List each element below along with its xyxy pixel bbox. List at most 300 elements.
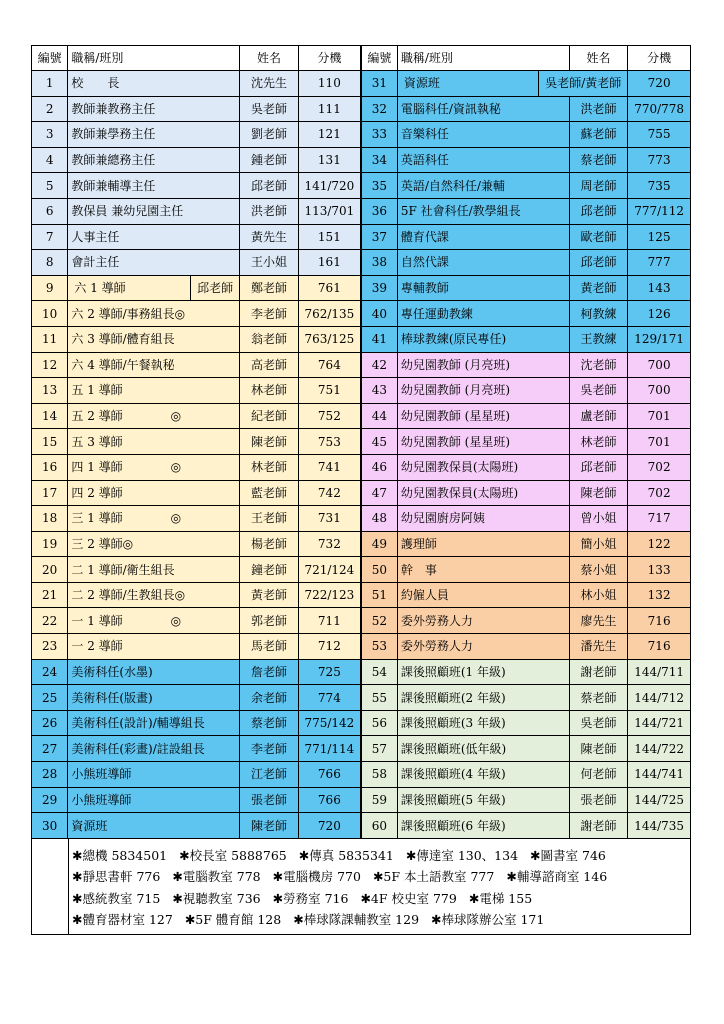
table-row [32, 429, 691, 455]
entry-name: 翁老師 [240, 326, 299, 352]
entry-name: 廖先生 [569, 608, 628, 634]
room-extension-item: ✱總機 5834501 [72, 847, 168, 863]
entry-title: 教師兼教務主任 [68, 96, 240, 122]
entry-name: 江老師 [240, 762, 299, 788]
entry-number: 21 [32, 582, 68, 608]
entry-number: 25 [32, 685, 68, 711]
table-row [32, 173, 691, 199]
entry-number: 5 [32, 173, 68, 199]
entry-title: 六 3 導師/體育組長 [68, 326, 240, 352]
entry-extension: 144/741 [628, 762, 691, 788]
header-ext: 分機 [628, 46, 691, 71]
entry-extension: 144/725 [628, 787, 691, 813]
table-row [32, 608, 691, 634]
entry-extension: 766 [298, 762, 361, 788]
entry-number: 55 [361, 685, 397, 711]
entry-extension: 144/711 [628, 659, 691, 685]
entry-name: 沈老師 [569, 352, 628, 378]
entry-number: 22 [32, 608, 68, 634]
table-row [32, 250, 691, 276]
entry-title: 幼兒園教師 (月亮班) [397, 378, 569, 404]
header-ext: 分機 [298, 46, 361, 71]
entry-number: 2 [32, 96, 68, 122]
entry-name: 陳老師 [569, 480, 628, 506]
entry-number: 41 [361, 326, 397, 352]
entry-extension: 761 [298, 275, 361, 301]
entry-name: 李老師 [240, 301, 299, 327]
entry-title: 幹 事 [397, 557, 569, 583]
entry-name: 周老師 [569, 173, 628, 199]
room-extension-item: ✱5F 本土語教室 777 [372, 869, 495, 885]
entry-title: 幼兒園教師 (星星班) [397, 403, 569, 429]
entry-extension: 720 [298, 813, 361, 839]
entry-number: 12 [32, 352, 68, 378]
entry-title: 約僱人員 [397, 582, 569, 608]
entry-name: 曾小姐 [569, 506, 628, 532]
entry-number: 46 [361, 454, 397, 480]
entry-extension: 716 [628, 608, 691, 634]
entry-name: 王老師 [240, 506, 299, 532]
entry-extension: 742 [298, 480, 361, 506]
entry-name: 張老師 [240, 787, 299, 813]
entry-title: 委外勞務人力 [397, 634, 569, 660]
entry-title [68, 275, 240, 301]
entry-name: 邱老師 [569, 250, 628, 276]
entry-title: 人事主任 [68, 224, 240, 250]
entry-title: 幼兒園教保員(太陽班) [397, 480, 569, 506]
entry-title: 三 2 導師◎ [68, 531, 240, 557]
entry-number: 38 [361, 250, 397, 276]
header-no: 編號 [361, 46, 397, 71]
entry-extension: 126 [628, 301, 691, 327]
entry-number: 8 [32, 250, 68, 276]
entry-name: 蔡老師 [569, 685, 628, 711]
footer-lines [72, 845, 686, 931]
room-extension-item: ✱棒球隊辦公室 171 [431, 912, 545, 928]
entry-title: 教師兼學務主任 [68, 122, 240, 148]
room-extension-footer [31, 839, 691, 935]
entry-number: 27 [32, 736, 68, 762]
entry-extension: 762/135 [298, 301, 361, 327]
entry-name: 歐老師 [569, 224, 628, 250]
table-row [32, 224, 691, 250]
entry-title: 幼兒園教保員(太陽班) [397, 454, 569, 480]
room-extension-item: ✱4F 校史室 779 [360, 890, 457, 906]
entry-title: 專輔教師 [397, 275, 569, 301]
entry-extension: 122 [628, 531, 691, 557]
extension-directory [31, 45, 691, 935]
entry-number: 16 [32, 454, 68, 480]
room-extension-item: ✱電腦教室 778 [172, 869, 261, 885]
table-row [32, 275, 691, 301]
entry-number: 26 [32, 710, 68, 736]
entry-title: 會計主任 [68, 250, 240, 276]
entry-number: 9 [32, 275, 68, 301]
entry-name: 高老師 [240, 352, 299, 378]
entry-name: 盧老師 [569, 403, 628, 429]
entry-title: 音樂科任 [397, 122, 569, 148]
entry-title: 校 長 [68, 71, 240, 97]
entry-extension: 766 [298, 787, 361, 813]
entry-title: 美術科任(設計)/輔導組長 [68, 710, 240, 736]
entry-title: 幼兒園教師 (星星班) [397, 429, 569, 455]
entry-title: 五 2 導師 ◎ [68, 403, 240, 429]
entry-extension: 712 [298, 634, 361, 660]
entry-title: 課後照顧班(2 年級) [397, 685, 569, 711]
entry-extension: 125 [628, 224, 691, 250]
entry-number: 44 [361, 403, 397, 429]
table-row [32, 634, 691, 660]
entry-name: 吳老師 [240, 96, 299, 122]
entry-number: 20 [32, 557, 68, 583]
entry-name: 柯教練 [569, 301, 628, 327]
entry-title: 一 2 導師 [68, 634, 240, 660]
entry-name: 黃老師 [240, 582, 299, 608]
table-row [32, 685, 691, 711]
entry-extension: 716 [628, 634, 691, 660]
entry-title: 課後照顧班(4 年級) [397, 762, 569, 788]
entry-title: 四 1 導師 ◎ [68, 454, 240, 480]
room-extension-item: ✱輔導諮商室 146 [506, 869, 608, 885]
entry-extension: 702 [628, 480, 691, 506]
entry-extension: 735 [628, 173, 691, 199]
entry-name: 簡小姐 [569, 531, 628, 557]
footer-line [72, 845, 686, 867]
entry-name: 馬老師 [240, 634, 299, 660]
entry-title: 一 1 導師 ◎ [68, 608, 240, 634]
entry-name: 王小姐 [240, 250, 299, 276]
header-title: 職稱/班別 [68, 46, 240, 71]
entry-name: 陳老師 [240, 813, 299, 839]
entry-extension: 144/722 [628, 736, 691, 762]
entry-number: 43 [361, 378, 397, 404]
table-row [32, 710, 691, 736]
table-row [32, 557, 691, 583]
entry-name: 林老師 [240, 378, 299, 404]
entry-title: 六 4 導師/午餐執秘 [68, 352, 240, 378]
entry-extension: 121 [298, 122, 361, 148]
entry-name: 邱老師 [569, 454, 628, 480]
header-row [32, 46, 691, 71]
entry-title: 二 2 導師/生教組長◎ [68, 582, 240, 608]
entry-name: 楊老師 [240, 531, 299, 557]
entry-title: 二 1 導師/衛生組長 [68, 557, 240, 583]
entry-extension: 774 [298, 685, 361, 711]
table-row [32, 787, 691, 813]
entry-extension: 722/123 [298, 582, 361, 608]
entry-title: 自然代課 [397, 250, 569, 276]
entry-number: 39 [361, 275, 397, 301]
entry-extension: 151 [298, 224, 361, 250]
entry-number: 17 [32, 480, 68, 506]
entry-number: 48 [361, 506, 397, 532]
entry-number: 49 [361, 531, 397, 557]
entry-number: 1 [32, 71, 68, 97]
entry-extension: 700 [628, 352, 691, 378]
directory-table [31, 45, 691, 839]
table-row [32, 378, 691, 404]
entry-extension: 700 [628, 378, 691, 404]
entry-extension: 701 [628, 403, 691, 429]
entry-number: 33 [361, 122, 397, 148]
entry-number: 42 [361, 352, 397, 378]
entry-title: 小熊班導師 [68, 787, 240, 813]
entry-extension: 753 [298, 429, 361, 455]
entry-extension: 143 [628, 275, 691, 301]
entry-number: 19 [32, 531, 68, 557]
table-row [32, 352, 691, 378]
footer-line [72, 866, 686, 888]
entry-number: 35 [361, 173, 397, 199]
entry-name: 鐘老師 [240, 557, 299, 583]
entry-extension: 755 [628, 122, 691, 148]
entry-extension: 770/778 [628, 96, 691, 122]
entry-name: 沈先生 [240, 71, 299, 97]
room-extension-item: ✱電腦機房 770 [272, 869, 361, 885]
entry-extension: 771/114 [298, 736, 361, 762]
entry-number: 47 [361, 480, 397, 506]
entry-title: 課後照顧班(1 年級) [397, 659, 569, 685]
table-row [32, 736, 691, 762]
entry-title: 棒球教練(原民專任) [397, 326, 569, 352]
entry-name: 詹老師 [240, 659, 299, 685]
entry-extension: 720 [628, 71, 691, 97]
entry-name: 邱老師 [569, 198, 628, 224]
entry-extension: 775/142 [298, 710, 361, 736]
entry-number: 51 [361, 582, 397, 608]
entry-name: 林老師 [240, 454, 299, 480]
header-name: 姓名 [240, 46, 299, 71]
entry-number: 29 [32, 787, 68, 813]
entry-number: 15 [32, 429, 68, 455]
entry-name: 洪老師 [569, 96, 628, 122]
entry-title: 六 2 導師/事務組長◎ [68, 301, 240, 327]
entry-extension: 764 [298, 352, 361, 378]
entry-name: 黃老師 [569, 275, 628, 301]
entry-title: 課後照顧班(6 年級) [397, 813, 569, 839]
entry-extension: 763/125 [298, 326, 361, 352]
entry-title: 委外勞務人力 [397, 608, 569, 634]
entry-title: 護理師 [397, 531, 569, 557]
entry-title: 課後照顧班(5 年級) [397, 787, 569, 813]
table-row [32, 454, 691, 480]
entry-title: 三 1 導師 ◎ [68, 506, 240, 532]
entry-extension: 141/720 [298, 173, 361, 199]
entry-extension: 721/124 [298, 557, 361, 583]
entry-number: 58 [361, 762, 397, 788]
header-name: 姓名 [569, 46, 628, 71]
entry-extension: 110 [298, 71, 361, 97]
entry-name: 鄭老師 [240, 275, 299, 301]
entry-name: 蔡老師 [240, 710, 299, 736]
entry-number: 60 [361, 813, 397, 839]
entry-title: 資源班 [68, 813, 240, 839]
entry-extension: 773 [628, 147, 691, 173]
entry-title: 教師兼總務主任 [68, 147, 240, 173]
entry-extension: 711 [298, 608, 361, 634]
footer-gutter [32, 839, 69, 934]
entry-number: 34 [361, 147, 397, 173]
entry-title: 五 1 導師 [68, 378, 240, 404]
entry-number: 57 [361, 736, 397, 762]
room-extension-item: ✱電梯 155 [468, 890, 533, 906]
table-row [32, 198, 691, 224]
entry-extension: 161 [298, 250, 361, 276]
entry-extension: 751 [298, 378, 361, 404]
entry-title: 專任運動教練 [397, 301, 569, 327]
entry-number: 37 [361, 224, 397, 250]
entry-name: 吳老師 [569, 378, 628, 404]
entry-title: 5F 社會科任/教學組長 [397, 198, 569, 224]
entry-title: 電腦科任/資訊執秘 [397, 96, 569, 122]
table-row [32, 96, 691, 122]
table-row [32, 506, 691, 532]
entry-title: 課後照顧班(低年級) [397, 736, 569, 762]
entry-extension: 732 [298, 531, 361, 557]
entry-extension: 144/735 [628, 813, 691, 839]
entry-title: 幼兒園教師 (月亮班) [397, 352, 569, 378]
table-row [32, 403, 691, 429]
entry-number: 13 [32, 378, 68, 404]
entry-title: 幼兒園廚房阿姨 [397, 506, 569, 532]
entry-name: 紀老師 [240, 403, 299, 429]
entry-number: 6 [32, 198, 68, 224]
entry-number: 14 [32, 403, 68, 429]
entry-extension: 725 [298, 659, 361, 685]
entry-extension: 129/171 [628, 326, 691, 352]
entry-name: 李老師 [240, 736, 299, 762]
header-no: 編號 [32, 46, 68, 71]
entry-extension: 752 [298, 403, 361, 429]
entry-title: 英語/自然科任/兼輔 [397, 173, 569, 199]
entry-number: 59 [361, 787, 397, 813]
entry-number: 31 [361, 71, 397, 97]
entry-extension: 717 [628, 506, 691, 532]
entry-extension: 777/112 [628, 198, 691, 224]
entry-number: 30 [32, 813, 68, 839]
table-row [32, 659, 691, 685]
entry-extension: 132 [628, 582, 691, 608]
entry-title: 美術科任(彩畫)/註設組長 [68, 736, 240, 762]
table-row [32, 762, 691, 788]
entry-name: 林小姐 [569, 582, 628, 608]
entry-number: 4 [32, 147, 68, 173]
entry-title-extra: 邱老師 [190, 276, 236, 301]
entry-name: 余老師 [240, 685, 299, 711]
table-row [32, 301, 691, 327]
entry-extension: 133 [628, 557, 691, 583]
room-extension-item: ✱勞務室 716 [272, 890, 349, 906]
entry-name: 謝老師 [569, 813, 628, 839]
entry-number: 36 [361, 198, 397, 224]
entry-extension: 702 [628, 454, 691, 480]
entry-extension: 144/712 [628, 685, 691, 711]
table-row [32, 480, 691, 506]
footer-line [72, 888, 686, 910]
entry-extension: 701 [628, 429, 691, 455]
room-extension-item: ✱靜思書軒 776 [72, 869, 161, 885]
entry-extension: 113/701 [298, 198, 361, 224]
entry-number: 40 [361, 301, 397, 327]
entry-name: 謝老師 [569, 659, 628, 685]
room-extension-item: ✱圖書室 746 [530, 847, 606, 863]
table-row [32, 326, 691, 352]
room-extension-item: ✱視聽教室 736 [172, 890, 261, 906]
entry-name: 蔡小姐 [569, 557, 628, 583]
entry-number: 56 [361, 710, 397, 736]
entry-name: 郭老師 [240, 608, 299, 634]
entry-number: 11 [32, 326, 68, 352]
room-extension-item: ✱棒球隊課輔教室 129 [293, 912, 420, 928]
entry-number: 7 [32, 224, 68, 250]
entry-name: 陳老師 [240, 429, 299, 455]
entry-number: 52 [361, 608, 397, 634]
room-extension-item: ✱體育器材室 127 [72, 912, 173, 928]
entry-title: 五 3 導師 [68, 429, 240, 455]
entry-name: 蘇老師 [569, 122, 628, 148]
entry-number: 23 [32, 634, 68, 660]
entry-extension: 131 [298, 147, 361, 173]
entry-name: 吳老師 [569, 710, 628, 736]
entry-number: 50 [361, 557, 397, 583]
entry-number: 10 [32, 301, 68, 327]
entry-name: 邱老師 [240, 173, 299, 199]
entry-title-main: 六 1 導師 [74, 281, 126, 296]
room-extension-item: ✱5F 體育館 128 [184, 912, 282, 928]
table-row [32, 582, 691, 608]
entry-title: 四 2 導師 [68, 480, 240, 506]
entry-number: 28 [32, 762, 68, 788]
table-row [32, 147, 691, 173]
entry-number: 32 [361, 96, 397, 122]
entry-title-extra: 吳老師/黃老師 [538, 71, 624, 96]
entry-extension: 111 [298, 96, 361, 122]
entry-number: 18 [32, 506, 68, 532]
entry-name: 張老師 [569, 787, 628, 813]
entry-name: 藍老師 [240, 480, 299, 506]
entry-number: 54 [361, 659, 397, 685]
entry-name: 陳老師 [569, 736, 628, 762]
entry-name: 黃先生 [240, 224, 299, 250]
entry-number: 53 [361, 634, 397, 660]
header-title: 職稱/班別 [397, 46, 569, 71]
entry-title: 教保員 兼幼兒園主任 [68, 198, 240, 224]
entry-title: 教師兼輔導主任 [68, 173, 240, 199]
room-extension-item: ✱校長室 5888765 [179, 847, 287, 863]
entry-title [397, 71, 627, 97]
entry-number: 3 [32, 122, 68, 148]
entry-title: 美術科任(版畫) [68, 685, 240, 711]
entry-name: 蔡老師 [569, 147, 628, 173]
entry-name: 王教練 [569, 326, 628, 352]
entry-title: 美術科任(水墨) [68, 659, 240, 685]
entry-extension: 731 [298, 506, 361, 532]
entry-name: 劉老師 [240, 122, 299, 148]
entry-number: 24 [32, 659, 68, 685]
entry-name: 鍾老師 [240, 147, 299, 173]
room-extension-item: ✱傳真 5835341 [298, 847, 394, 863]
entry-title-main: 資源班 [403, 76, 440, 91]
entry-name: 何老師 [569, 762, 628, 788]
entry-title: 體育代課 [397, 224, 569, 250]
table-row [32, 122, 691, 148]
room-extension-item: ✱傳達室 130、134 [405, 847, 519, 863]
footer-line [72, 909, 686, 931]
table-row [32, 813, 691, 839]
table-row [32, 71, 691, 97]
entry-name: 潘先生 [569, 634, 628, 660]
table-row [32, 531, 691, 557]
